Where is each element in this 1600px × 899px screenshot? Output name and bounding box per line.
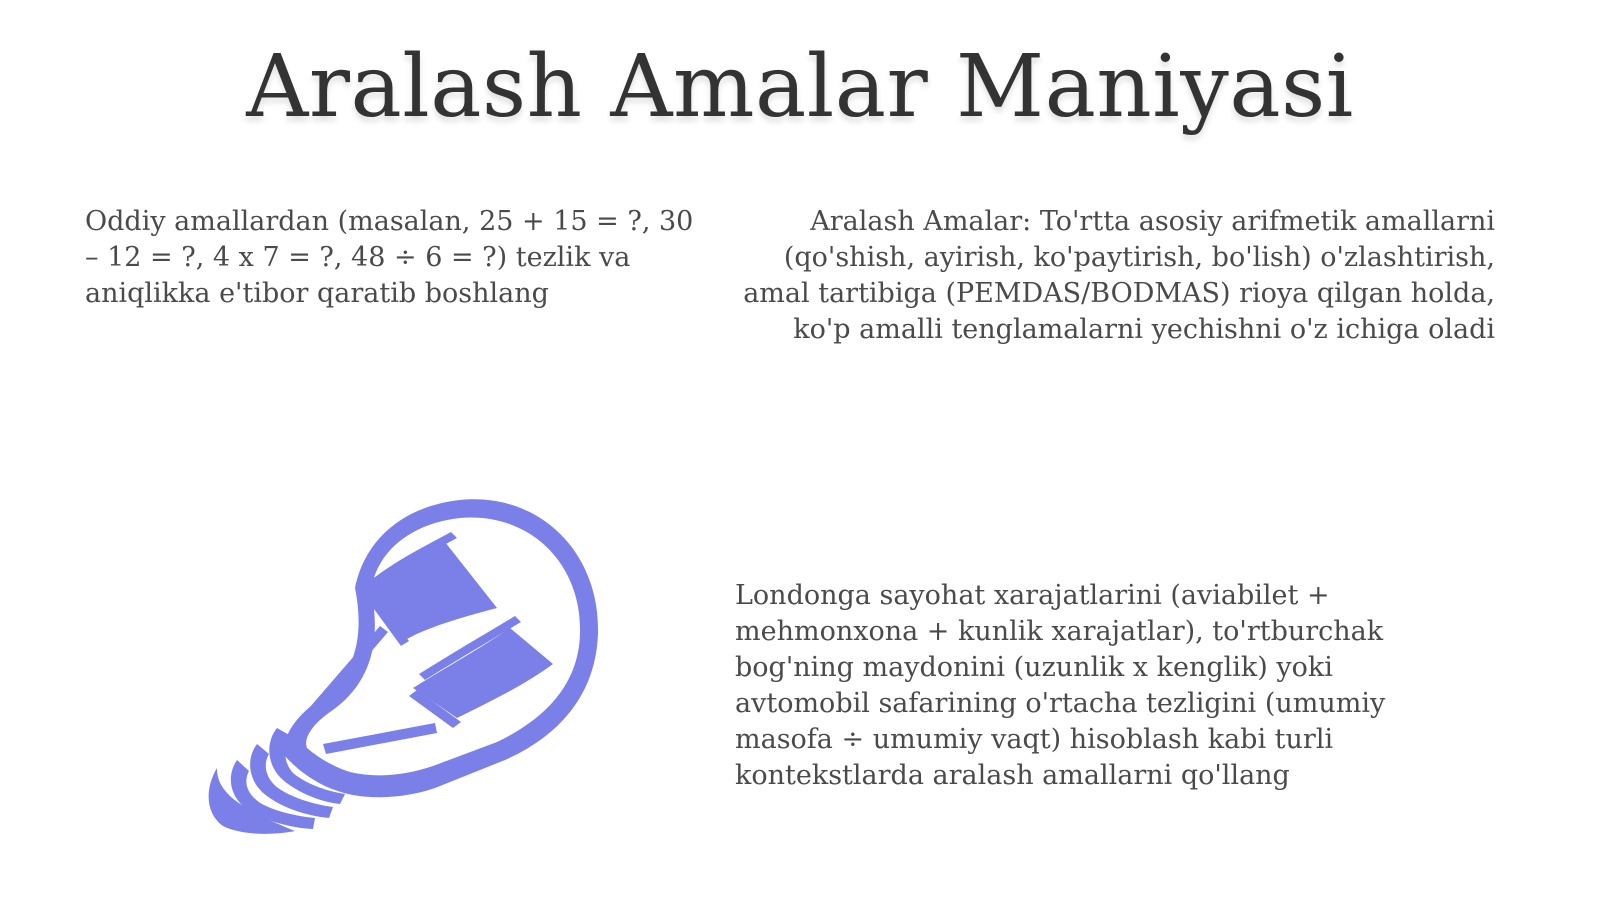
filament-wire-top <box>297 626 388 728</box>
application-text: Londonga sayohat xarajatlarini (aviabilet + mehmonxona + kunlik xarajatlar), to'rtburchak bog'ning maydonini (uzunlik x kenglik) yoki avtomobil safarining o'rtacha tezligini (umumiy masofa ÷ umumiy vaqt) hisoblash kabi turli kontekstlarda aralash amallarni qo'llang <box>735 580 1386 791</box>
definition-text: Aralash Amalar: To'rtta asosiy arifmetik amallarni (qo'shish, ayirish, ko'paytirish, bo'lish) o'zlashtirish, amal tartibiga (PEMDAS/BODMAS) rioya qilgan holda, ko'p amalli tenglamalarni yechishni o'z ichiga oladi <box>743 206 1495 345</box>
lightbulb-book-icon <box>205 498 620 838</box>
filament-wire-bottom <box>323 723 437 754</box>
intro-text: Oddiy amallardan (masalan, 25 + 15 = ?, 30 – 12 = ?, 4 x 7 = ?, 48 ÷ 6 = ?) tezlik va aniqlikka e'tibor qaratib boshlang <box>85 206 694 309</box>
slide-title: Aralash Amalar Maniyasi <box>246 37 1354 137</box>
book-page-upper <box>365 542 497 640</box>
